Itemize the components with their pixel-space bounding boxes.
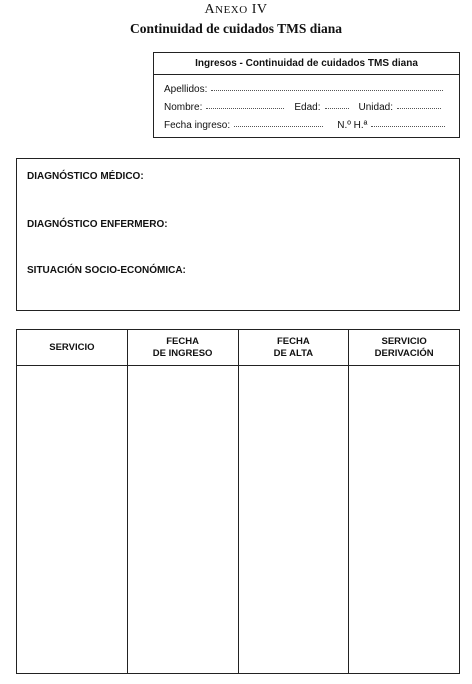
admission-date-label: Fecha ingreso: [164,120,231,131]
admission-date-field[interactable] [234,126,323,127]
document-title: Continuidad de cuidados TMS diana [129,21,343,36]
service-column-header: SERVICIO [17,330,127,366]
annex-word-rest: NEXO [215,4,248,16]
referral-service-column-header: SERVICIO DERIVACIÓN [349,330,459,366]
surname-label: Apellidos: [164,84,208,95]
nursing-diagnosis-label: DIAGNÓSTICO ENFERMERO: [27,219,168,230]
record-number-label: N.º H.ª [337,120,368,131]
referral-service-column [349,330,459,673]
unit-label: Unidad: [358,102,393,113]
admission-box [153,52,460,138]
medical-diagnosis-label: DIAGNÓSTICO MÉDICO: [27,171,144,182]
annex-title [0,2,472,18]
admission-date-column-body[interactable] [128,366,238,673]
referral-service-column-body[interactable] [349,366,459,673]
admission-date-column-header: FECHA DE INGRESO [128,330,238,366]
service-column [17,330,128,673]
admission-date-column [128,330,239,673]
diagnosis-box [16,158,460,311]
annex-first-letter: A [204,2,216,17]
name-field[interactable] [206,108,284,109]
socioeconomic-situation-label: SITUACIÓN SOCIO-ECONÓMICA: [27,265,186,276]
name-age-unit-row [164,102,449,113]
services-table [16,329,460,674]
surname-row [164,84,449,95]
date-record-row [164,120,449,131]
annex-number: IV [251,2,268,17]
record-number-field[interactable] [371,126,445,127]
age-label: Edad: [294,102,321,113]
name-label: Nombre: [164,102,203,113]
age-field[interactable] [325,108,349,109]
discharge-date-column-body[interactable] [239,366,349,673]
discharge-date-column [239,330,350,673]
discharge-date-column-header: FECHA DE ALTA [239,330,349,366]
admission-box-title: Ingresos - Continuidad de cuidados TMS diana [154,53,459,75]
surname-field[interactable] [211,90,443,91]
service-column-body[interactable] [17,366,127,673]
unit-field[interactable] [397,108,441,109]
